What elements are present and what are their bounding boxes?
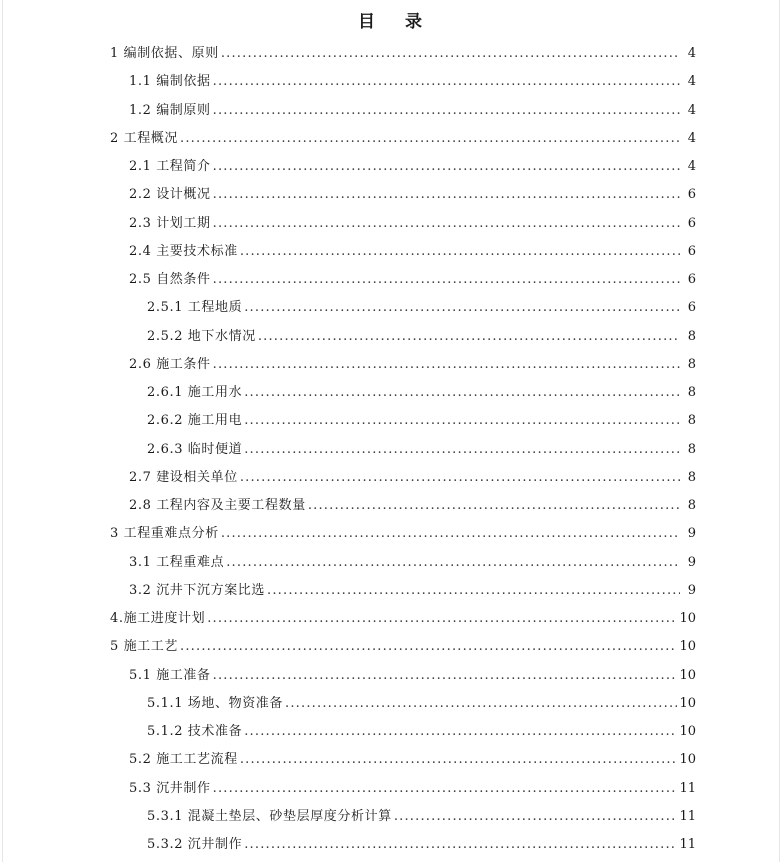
toc-dot-leader [221, 525, 680, 543]
toc-entry[interactable] [129, 775, 696, 803]
toc-entry-title: 5.1 施工准备 [129, 667, 211, 683]
toc-dot-leader [267, 582, 680, 600]
toc-page-number: 6 [687, 272, 696, 287]
toc-entry-title: 2.5.2 地下水情况 [147, 328, 256, 344]
toc-entry[interactable] [147, 294, 696, 322]
toc-entry[interactable] [129, 266, 696, 294]
toc-entry[interactable] [147, 690, 696, 718]
toc-dot-leader [258, 328, 680, 346]
toc-page-number: 6 [687, 187, 696, 203]
toc-entry[interactable] [110, 633, 696, 661]
page-edge-right [779, 0, 780, 862]
toc-page-number: 9 [687, 582, 696, 598]
toc-entry-title: 2.2 设计概况 [129, 187, 211, 203]
toc-entry[interactable] [129, 210, 696, 238]
toc-page-number: 8 [687, 441, 696, 457]
toc-entry[interactable] [147, 718, 696, 746]
toc-entry-title: 3 工程重难点分析 [110, 526, 219, 542]
toc-dot-leader [244, 412, 680, 430]
toc-entry[interactable] [129, 549, 696, 577]
toc-page-number: 10 [679, 724, 696, 739]
toc-entry-title: 2.5 自然条件 [129, 272, 211, 287]
toc-entry[interactable] [129, 97, 696, 125]
toc-dot-leader [221, 45, 680, 63]
toc-entry[interactable] [129, 577, 696, 605]
toc-page-number: 4 [687, 102, 696, 118]
toc-entry[interactable] [110, 125, 696, 153]
toc-dot-leader [213, 158, 680, 176]
toc-entry-title: 5.1.2 技术准备 [147, 724, 243, 739]
toc-page-number: 4 [687, 46, 696, 61]
toc-dot-leader [180, 638, 677, 656]
toc-entry[interactable] [129, 662, 696, 690]
toc-entry-title: 2.3 计划工期 [129, 215, 211, 231]
toc-entry-title: 2.6.3 临时便道 [147, 441, 243, 457]
toc-page-number: 8 [687, 356, 696, 372]
toc-page-number: 10 [679, 752, 696, 768]
toc-page-number: 10 [679, 611, 696, 626]
toc-entry[interactable] [147, 407, 696, 435]
toc-entry[interactable] [147, 436, 696, 464]
toc-entry-title: 2 工程概况 [110, 130, 179, 146]
toc-dot-leader [285, 695, 677, 713]
toc-entry-title: 3.1 工程重难点 [129, 554, 225, 570]
toc-page-number: 4 [687, 74, 696, 90]
toc-dot-leader [394, 808, 678, 826]
toc-entry-title: 5.1.1 场地、物资准备 [147, 695, 284, 711]
toc-dot-leader [244, 723, 677, 741]
toc-entry[interactable] [129, 181, 696, 209]
toc-page-number: 11 [679, 808, 696, 824]
toc-entry-title: 5.3.2 沉井制作 [147, 837, 243, 852]
toc-heading: 目 录 [358, 12, 434, 32]
toc-page-number: 6 [687, 300, 696, 316]
toc-dot-leader [240, 751, 678, 769]
toc-page-number: 4 [687, 159, 696, 174]
toc-page-number: 9 [687, 526, 696, 542]
toc-entry-title: 2.7 建设相关单位 [129, 469, 238, 485]
toc-dot-leader [213, 73, 680, 91]
toc-entry[interactable] [147, 831, 696, 859]
toc-entry[interactable] [129, 746, 696, 774]
toc-dot-leader [213, 215, 680, 233]
toc-page-number: 10 [679, 667, 696, 683]
toc-page-number: 8 [687, 413, 696, 429]
toc-page-number: 8 [687, 498, 696, 513]
toc-dot-leader [240, 469, 680, 487]
toc-entry-title: 5.3 沉井制作 [129, 780, 211, 796]
toc-entry-title: 1.2 编制原则 [129, 102, 211, 118]
toc-entry-title: 5.3.1 混凝土垫层、砂垫层厚度分析计算 [147, 808, 392, 824]
toc-entry-title: 3.2 沉井下沉方案比选 [129, 582, 266, 598]
toc-entry-title: 5 施工工艺 [110, 639, 179, 655]
toc-page-number: 9 [687, 554, 696, 570]
toc-dot-leader [213, 102, 680, 120]
toc-dot-leader [244, 836, 677, 854]
toc-entry[interactable] [147, 803, 696, 831]
toc-entry[interactable] [129, 492, 696, 520]
toc-entry[interactable] [110, 520, 696, 548]
toc-dot-leader [213, 780, 678, 798]
toc-dot-leader [213, 186, 680, 204]
toc-dot-leader [213, 356, 680, 374]
toc-page-number: 10 [679, 695, 696, 711]
toc-entry[interactable] [129, 238, 696, 266]
toc-dot-leader [226, 554, 680, 572]
toc-entry-title: 1.1 编制依据 [129, 74, 211, 90]
toc-page-number: 10 [679, 639, 696, 655]
toc-entry-title: 1 编制依据、原则 [110, 46, 219, 61]
toc-entry-title: 2.1 工程简介 [129, 159, 211, 174]
toc-page-number: 8 [687, 385, 696, 400]
toc-entry[interactable] [110, 40, 696, 68]
toc-entry[interactable] [129, 68, 696, 96]
toc-page-number: 8 [687, 328, 696, 344]
toc-entry-title: 2.6 施工条件 [129, 356, 211, 372]
toc-entry[interactable] [129, 464, 696, 492]
toc-page-number: 6 [687, 215, 696, 231]
toc-entry[interactable] [110, 605, 696, 633]
toc-dot-leader [240, 243, 680, 261]
toc-entry[interactable] [129, 153, 696, 181]
page-edge-left [2, 0, 3, 862]
toc-entry-title: 2.6.2 施工用电 [147, 413, 243, 429]
toc-entry-title: 2.8 工程内容及主要工程数量 [129, 498, 306, 513]
toc-entry-title: 2.4 主要技术标准 [129, 243, 238, 259]
toc-entry[interactable] [147, 379, 696, 407]
toc-entry[interactable] [129, 351, 696, 379]
toc-dot-leader [213, 667, 678, 685]
toc-dot-leader [207, 610, 677, 628]
toc-entry[interactable] [147, 323, 696, 351]
toc-page-number: 6 [687, 243, 696, 259]
toc-page-number: 4 [687, 130, 696, 146]
toc-dot-leader [308, 497, 680, 515]
toc-page-number: 8 [687, 469, 696, 485]
toc-entry-title: 5.2 施工工艺流程 [129, 752, 238, 768]
toc-dot-leader [244, 384, 680, 402]
toc-dot-leader [213, 271, 680, 289]
toc-dot-leader [244, 441, 680, 459]
toc-entry-title: 2.5.1 工程地质 [147, 300, 243, 316]
toc-entry-title: 2.6.1 施工用水 [147, 385, 243, 400]
toc-page-number: 11 [679, 837, 696, 852]
toc-dot-leader [244, 299, 680, 317]
toc-entry-title: 4.施工进度计划 [110, 611, 206, 626]
toc-page-number: 11 [679, 780, 696, 796]
toc-dot-leader [180, 130, 680, 148]
